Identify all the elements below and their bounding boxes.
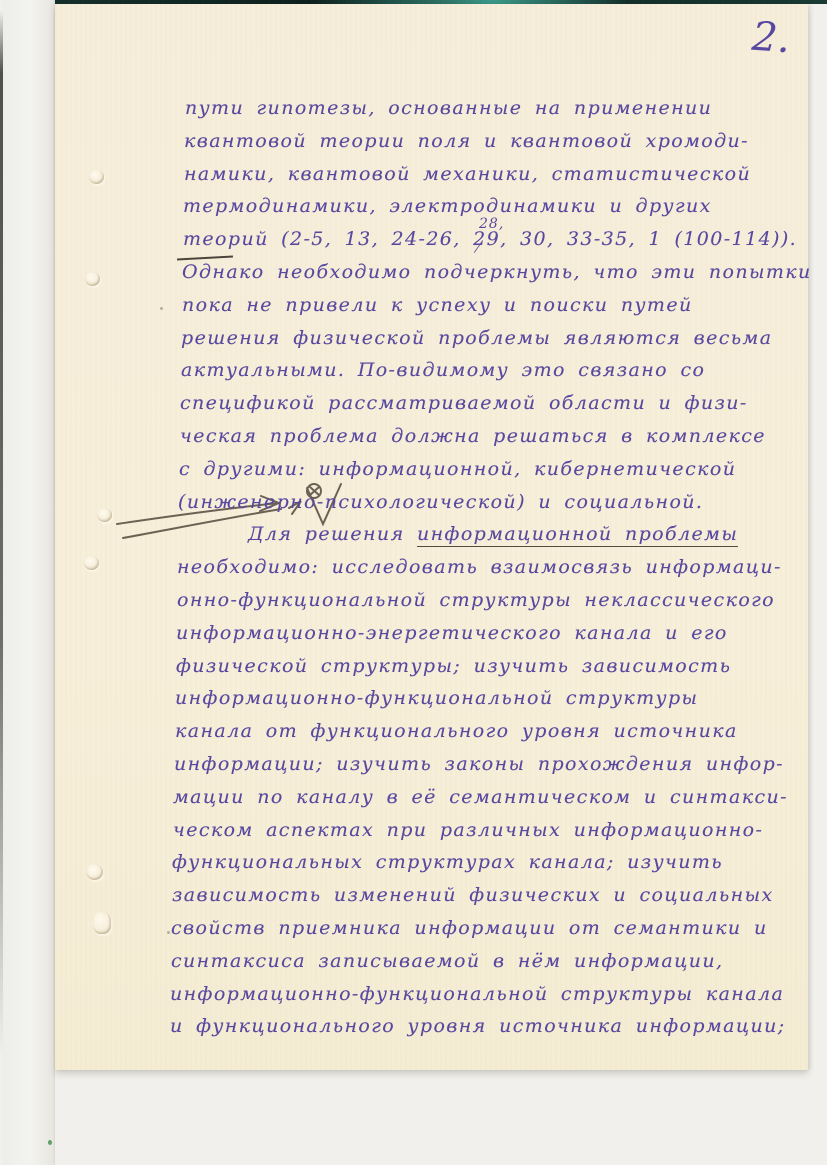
manuscript-line: ческом аспектах при различных информационно-	[173, 818, 764, 841]
manuscript-line: онно-функциональной структуры неклассического	[177, 588, 776, 611]
manuscript-line: мации по каналу в её семантическом и синтакси-	[173, 785, 788, 808]
manuscript-line: спецификой рассматриваемой области и физи-	[180, 392, 748, 415]
scanner-left-margin	[3, 0, 55, 1165]
manuscript-line: функциональных структурах канала; изучить	[172, 851, 724, 874]
manuscript-line: и функционального уровня источника информации;	[170, 1015, 786, 1038]
manuscript-line: зависимость изменений физических и социальных	[172, 884, 774, 907]
manuscript-line: термодинамики, электродинамики и других	[183, 195, 712, 218]
manuscript-line: ческая проблема должна решаться в комплексе	[180, 424, 766, 447]
underlined-phrase: информационной проблемы	[417, 523, 739, 546]
page-number: 2.	[750, 13, 792, 63]
handwritten-text	[55, 92, 812, 1043]
manuscript-line: пути гипотезы, основанные на применении	[185, 97, 713, 119]
manuscript-line: свойств приемника информации от семантики и	[171, 916, 768, 939]
manuscript-line: намики, квантовой механики, статистической	[184, 162, 752, 185]
green-speck	[48, 1140, 52, 1145]
manuscript-paper	[55, 4, 812, 1070]
manuscript-line: физической структуры; изучить зависимость	[176, 654, 732, 677]
dust-speck	[167, 931, 170, 934]
manuscript-line: Однако необходимо подчеркнуть, что эти попытки	[182, 260, 812, 283]
manuscript-line: информации; изучить законы прохождения инфор-	[174, 752, 784, 775]
manuscript-line: с другими: информационной, кибернетической	[179, 457, 737, 480]
manuscript-line: информационно-функциональной структуры канала	[170, 982, 785, 1005]
manuscript-line: информационно-энергетического канала и его	[176, 621, 728, 644]
manuscript-line: канала от функционального уровня источника	[175, 720, 738, 743]
dust-speck	[160, 307, 163, 310]
manuscript-line: теорий (2-5, 13, 24-26, 29, 30, 33-35, 1 (100-114)).	[183, 228, 798, 251]
manuscript-line: информационно-функциональной структуры	[175, 687, 699, 710]
manuscript-line: необходимо: исследовать взаимосвязь информаци-	[177, 556, 782, 579]
manuscript-line: актуальными. По-видимому это связано со	[181, 359, 706, 382]
manuscript-line: синтаксиса записываемой в нём информации,	[171, 949, 724, 972]
inserted-correction: 28,	[479, 216, 505, 232]
manuscript-line: пока не привели к успеху и поиски путей	[182, 293, 693, 316]
manuscript-line: Для решения информационной проблемы	[248, 523, 739, 546]
manuscript-line: квантовой теории поля и квантовой хромоди-	[184, 129, 750, 152]
manuscript-line: решения физической проблемы являются весьма	[181, 326, 773, 349]
manuscript-line: (инженерно-психологической) и социальной.	[178, 490, 704, 513]
